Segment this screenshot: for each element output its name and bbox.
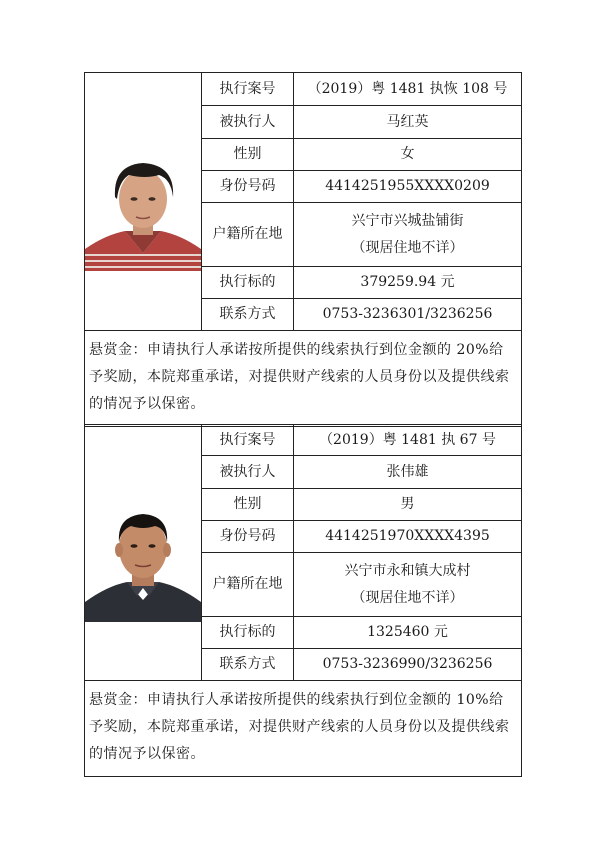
respondent-label: 被执行人: [202, 456, 294, 489]
domicile-label: 户籍所在地: [202, 553, 294, 617]
case-number-label: 执行案号: [202, 73, 294, 106]
debtor-photo: [85, 133, 201, 271]
reward-row: [85, 681, 522, 777]
domicile-note: （现居住地不详）: [351, 239, 464, 256]
reward-text: 悬赏金：申请执行人承诺按所提供的线索执行到位金额的 10%给予奖励，本院郑重承诺，对提供财产线索的人员身份以及提供线索的情况予以保密。: [85, 681, 522, 777]
reward-row: [85, 331, 522, 427]
gender-value: 男: [294, 489, 522, 521]
domicile-note: （现居住地不详）: [351, 589, 464, 606]
id-number-value: 4414251955XXXX0209: [294, 171, 522, 203]
photo-cell: [85, 425, 202, 681]
amount-label: 执行标的: [202, 267, 294, 299]
reward-text: 悬赏金：申请执行人承诺按所提供的线索执行到位金额的 20%给予奖励，本院郑重承诺，对提供财产线索的人员身份以及提供线索的情况予以保密。: [85, 331, 522, 427]
contact-value: 0753-3236301/3236256: [294, 299, 522, 331]
gender-label: 性别: [202, 489, 294, 521]
amount-value: 379259.94 元: [294, 267, 522, 299]
domicile-address: 兴宁市兴城盐铺街: [351, 212, 464, 229]
domicile-value: [294, 553, 522, 617]
woman-portrait: [85, 133, 201, 271]
respondent-value: 张伟雄: [294, 456, 522, 489]
contact-value: 0753-3236990/3236256: [294, 649, 522, 681]
case-number-value: （2019）粤 1481 执 67 号: [294, 425, 522, 456]
id-number-label: 身份号码: [202, 521, 294, 553]
gender-label: 性别: [202, 139, 294, 171]
debtor-record-table: [84, 424, 522, 777]
case-number-label: 执行案号: [202, 425, 294, 456]
respondent-label: 被执行人: [202, 106, 294, 139]
id-number-label: 身份号码: [202, 171, 294, 203]
domicile-value: [294, 203, 522, 267]
amount-label: 执行标的: [202, 617, 294, 649]
id-number-value: 4414251970XXXX4395: [294, 521, 522, 553]
contact-label: 联系方式: [202, 299, 294, 331]
domicile-address: 兴宁市永和镇大成村: [344, 562, 471, 579]
case-number-row: [85, 73, 522, 106]
gender-value: 女: [294, 139, 522, 171]
photo-cell: [85, 73, 202, 331]
contact-label: 联系方式: [202, 649, 294, 681]
amount-value: 1325460 元: [294, 617, 522, 649]
man-portrait: [85, 484, 201, 622]
domicile-label: 户籍所在地: [202, 203, 294, 267]
case-number-row: [85, 425, 522, 456]
case-number-value: （2019）粤 1481 执恢 108 号: [294, 73, 522, 106]
debtor-photo: [85, 484, 201, 622]
debtor-record-table: [84, 72, 522, 427]
respondent-value: 马红英: [294, 106, 522, 139]
